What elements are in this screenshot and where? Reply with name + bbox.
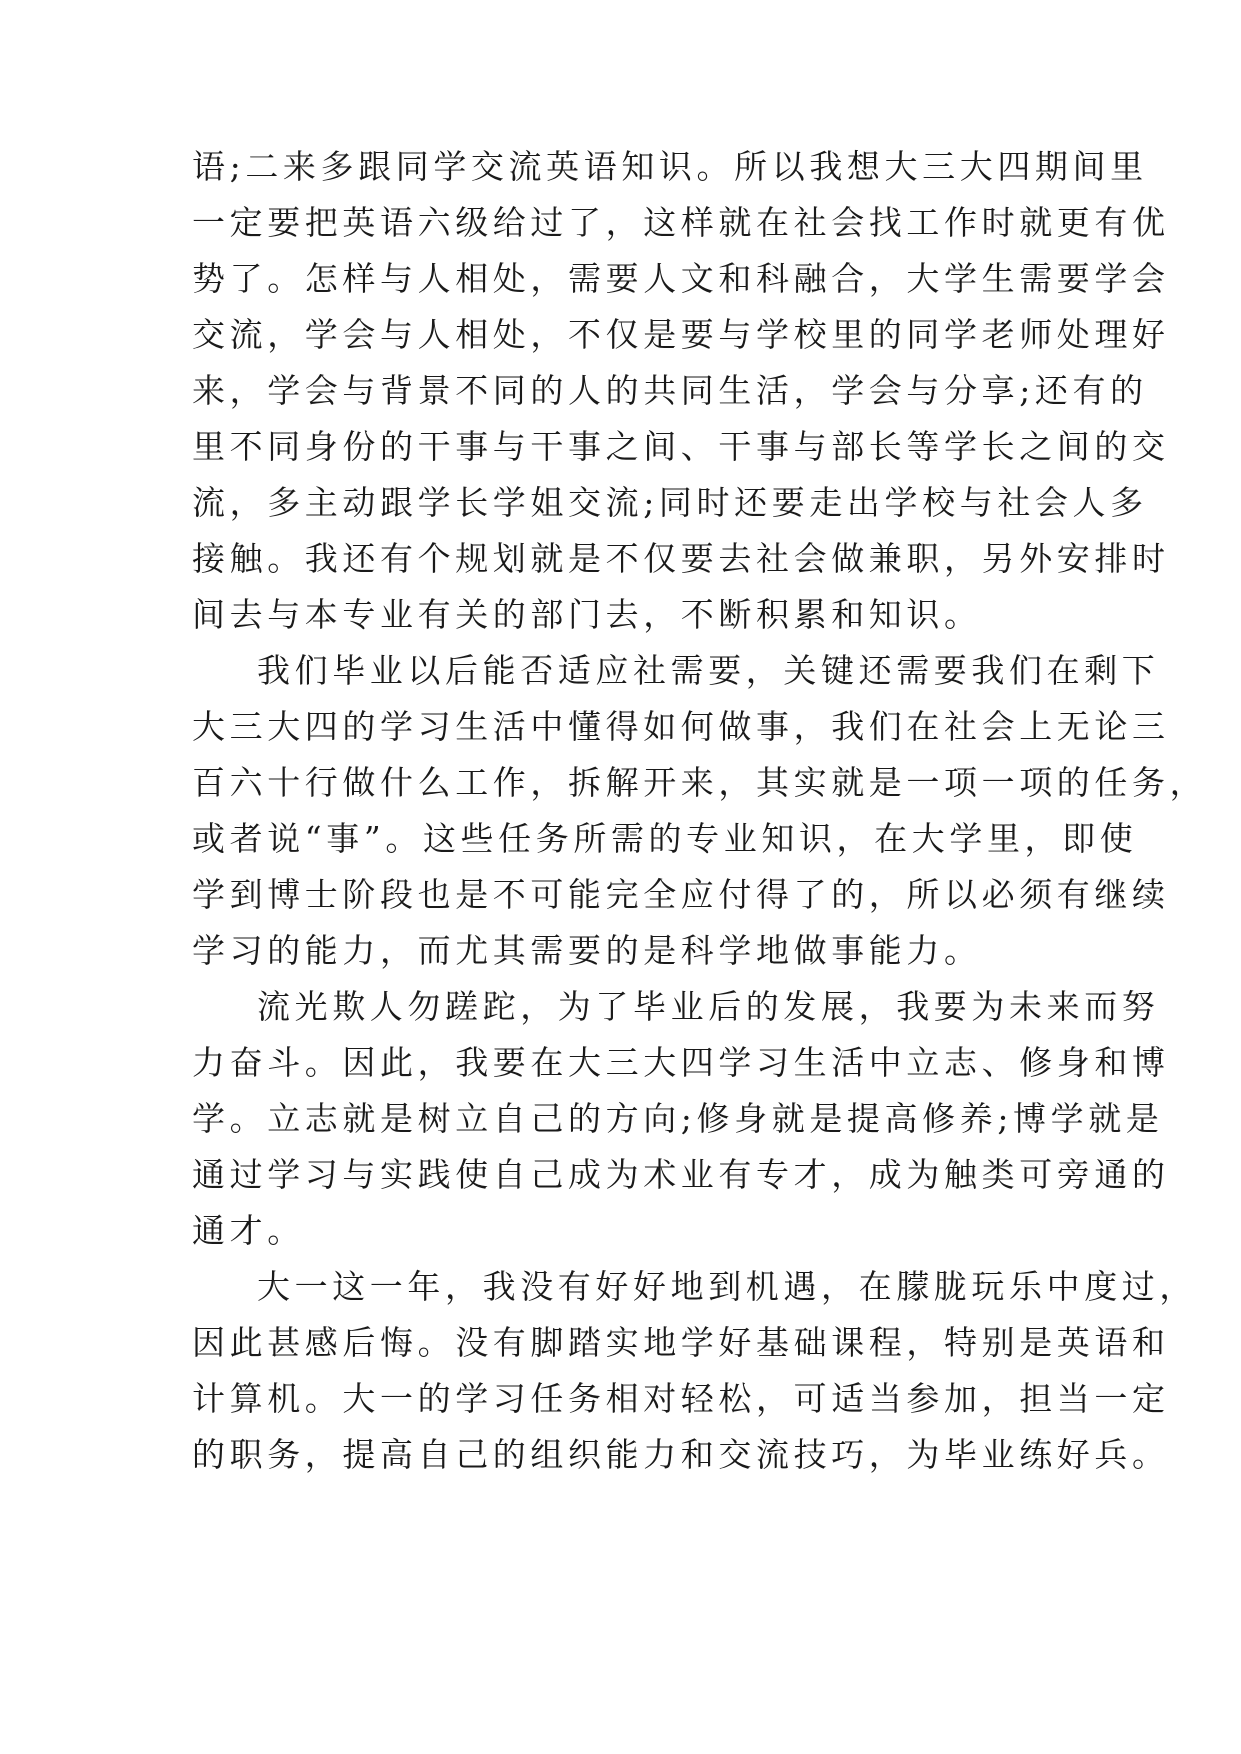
text-line: 流，多主动跟学长学姐交流;同时还要走出学校与社会人多 xyxy=(192,483,1148,522)
text-line: 学。立志就是树立自己的方向;修身就是提高修养;博学就是 xyxy=(192,1099,1164,1138)
text-line: 势了。怎样与人相处，需要人文和科融合，大学生需要学会 xyxy=(192,259,1170,298)
paragraph-first-line: 流光欺人勿蹉跎，为了毕业后的发展，我要为未来而努 xyxy=(257,987,1160,1026)
paragraph-first-line: 我们毕业以后能否适应社需要，关键还需要我们在剩下 xyxy=(257,651,1160,690)
text-line: 通过学习与实践使自己成为术业有专才，成为触类可旁通的 xyxy=(192,1155,1170,1194)
text-line: 因此甚感后悔。没有脚踏实地学好基础课程，特别是英语和 xyxy=(192,1323,1170,1362)
text-line: 交流，学会与人相处，不仅是要与学校里的同学老师处理好 xyxy=(192,315,1170,354)
text-line: 大三大四的学习生活中懂得如何做事，我们在社会上无论三 xyxy=(192,707,1170,746)
text-line: 接触。我还有个规划就是不仅要去社会做兼职，另外安排时 xyxy=(192,539,1170,578)
text-line: 一定要把英语六级给过了，这样就在社会找工作时就更有优 xyxy=(192,203,1170,242)
paragraph-first-line: 大一这一年，我没有好好地到机遇，在朦胧玩乐中度过， xyxy=(257,1267,1197,1306)
text-line: 学到博士阶段也是不可能完全应付得了的，所以必须有继续 xyxy=(192,875,1170,914)
text-line: 通才。 xyxy=(192,1211,305,1250)
text-line: 的职务，提高自己的组织能力和交流技巧，为毕业练好兵。 xyxy=(192,1435,1170,1474)
text-line: 间去与本专业有关的部门去，不断积累和知识。 xyxy=(192,595,982,634)
text-line: 或者说“事”。这些任务所需的专业知识，在大学里，即使 xyxy=(192,819,1138,858)
text-line: 力奋斗。因此，我要在大三大四学习生活中立志、修身和博 xyxy=(192,1043,1170,1082)
text-line: 百六十行做什么工作，拆解开来，其实就是一项一项的任务， xyxy=(192,763,1208,802)
text-line: 学习的能力，而尤其需要的是科学地做事能力。 xyxy=(192,931,982,970)
text-line: 计算机。大一的学习任务相对轻松，可适当参加，担当一定 xyxy=(192,1379,1170,1418)
text-line: 来，学会与背景不同的人的共同生活，学会与分享;还有的 xyxy=(192,371,1148,410)
text-line: 语;二来多跟同学交流英语知识。所以我想大三大四期间里 xyxy=(192,147,1148,186)
text-line: 里不同身份的干事与干事之间、干事与部长等学长之间的交 xyxy=(192,427,1170,466)
